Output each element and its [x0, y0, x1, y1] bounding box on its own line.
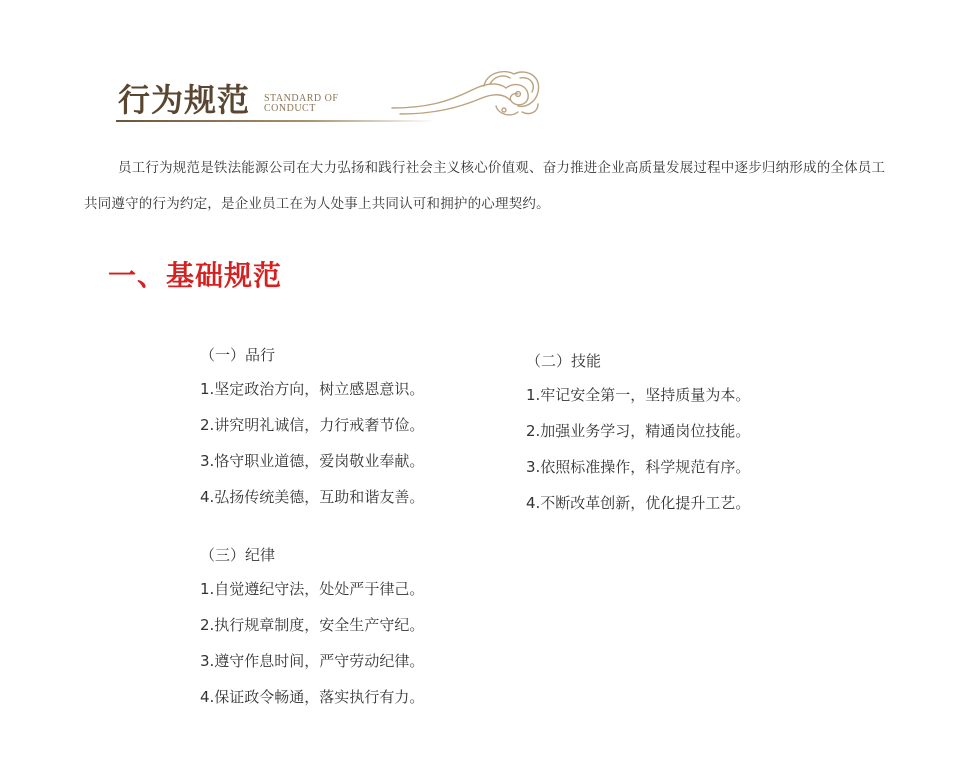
list-item: 4.保证政令畅通，落实执行有力。: [200, 688, 425, 706]
group-title: （一）品行: [200, 346, 276, 364]
group-discipline: [200, 544, 424, 722]
group-title: （三）纪律: [200, 546, 276, 564]
page-subtitle-line-2: CONDUCT: [264, 103, 316, 114]
list-item: 1.坚定政治方向，树立感恩意识。: [200, 380, 425, 398]
list-item: 4.弘扬传统美德，互助和谐友善。: [200, 488, 425, 506]
list-item: 2.讲究明礼诚信，力行戒奢节俭。: [200, 416, 425, 434]
list-item: 3.依照标准操作，科学规范有序。: [526, 458, 751, 476]
list-item: 2.执行规章制度，安全生产守纪。: [200, 616, 425, 634]
list-item: 3.恪守职业道德，爱岗敬业奉献。: [200, 452, 425, 470]
page-header: [116, 64, 556, 128]
list-item: 1.自觉遵纪守法，处处严于律己。: [200, 580, 425, 598]
cloud-scroll-icon: [386, 64, 546, 124]
section-heading: 一、基础规范: [108, 259, 283, 292]
intro-paragraph: 员工行为规范是铁法能源公司在大力弘扬和践行社会主义核心价值观、奋力推进企业高质量发展过程中逐步归纳形成的全体员工共同遵守的行为约定，是企业员工在为人处事上共同认可和拥护的心理契约。: [84, 160, 886, 212]
list-item: 4.不断改革创新，优化提升工艺。: [526, 494, 751, 512]
page-title: 行为规范: [118, 81, 251, 119]
group-conduct: [200, 344, 424, 522]
list-item: 1.牢记安全第一，坚持质量为本。: [526, 386, 751, 404]
page-subtitle-line-1: STANDARD OF: [264, 93, 339, 104]
group-skills: [526, 350, 750, 528]
group-title: （二）技能: [526, 352, 602, 370]
list-item: 3.遵守作息时间，严守劳动纪律。: [200, 652, 425, 670]
list-item: 2.加强业务学习，精通岗位技能。: [526, 422, 751, 440]
page-subtitle: [264, 94, 338, 114]
